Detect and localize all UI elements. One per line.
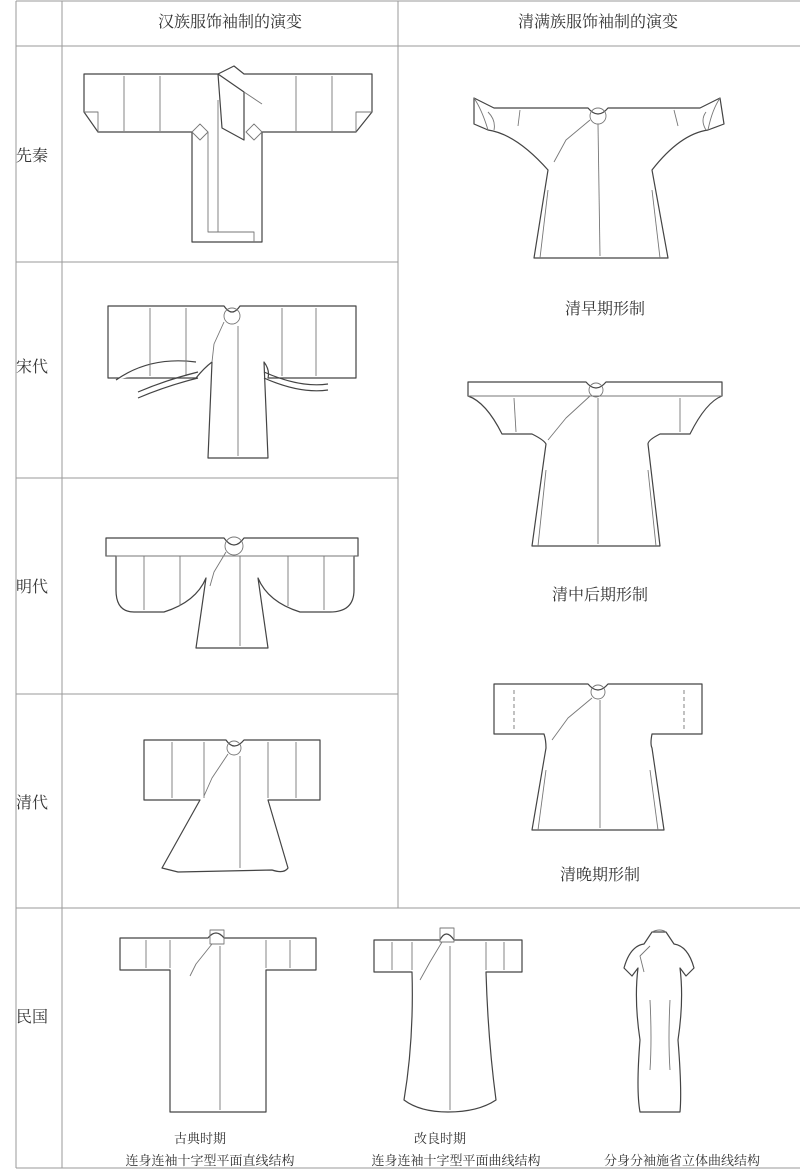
row-label-song: 宋代: [15, 357, 48, 376]
caption-classic-structure: 连身连袖十字型平面直线结构: [125, 1154, 295, 1169]
caption-reform-period: 改良时期: [413, 1132, 466, 1147]
caption-classic-period: 古典时期: [173, 1132, 226, 1147]
row-label-xianqin: 先秦: [15, 146, 48, 165]
caption-manchu-mid: 清中后期形制: [551, 585, 648, 604]
row-label-qing: 清代: [15, 793, 48, 812]
caption-manchu-early: 清早期形制: [564, 299, 645, 318]
caption-manchu-late: 清晚期形制: [559, 865, 640, 884]
row-label-minguo: 民国: [15, 1007, 48, 1026]
row-label-ming: 明代: [15, 577, 48, 596]
caption-modern-structure: 分身分袖施省立体曲线结构: [603, 1154, 760, 1169]
han-column-header: 汉族服饰袖制的演变: [157, 12, 302, 31]
caption-reform-structure: 连身连袖十字型平面曲线结构: [371, 1154, 541, 1169]
manchu-column-header: 清满族服饰袖制的演变: [517, 12, 678, 31]
